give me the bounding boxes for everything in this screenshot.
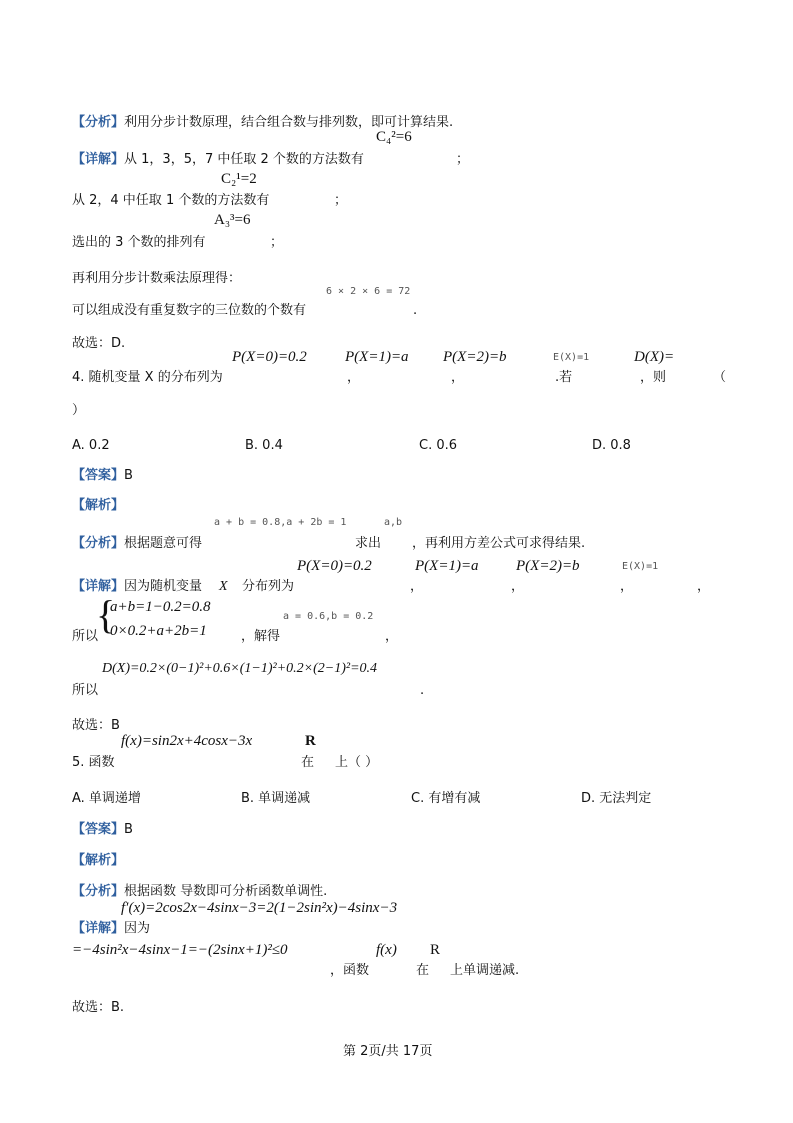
text: 故选：B.	[72, 1000, 125, 1015]
analysis-tag: 【分析】	[72, 115, 125, 130]
text: 所以	[72, 629, 99, 644]
semicolon: ；	[334, 193, 348, 208]
math-fx: f(x)	[376, 942, 397, 958]
detail-tag: 【详解】	[72, 152, 125, 167]
text: 故选：B	[72, 718, 120, 733]
text: ，再利用方差公式可求得结果.	[412, 536, 586, 551]
math-px0: P(X=0)=0.2	[232, 349, 307, 365]
text-line: 从 2，4 中任取 1 个数的方法数有	[72, 193, 270, 208]
comma: ，	[620, 579, 634, 594]
comma: ，	[697, 579, 711, 594]
math-product: 6 × 2 × 6 = 72	[326, 286, 411, 297]
ze: ，则	[640, 370, 667, 385]
answer-tag: 【答案】	[72, 468, 125, 483]
math-c21: C₂¹=2	[221, 171, 257, 187]
option-c: C. 有增有减	[411, 791, 481, 806]
comma: ，	[511, 579, 525, 594]
page-footer: 第 2页/共 17页	[343, 1044, 433, 1059]
math-ex: E(X)=1	[553, 352, 590, 363]
text: 上单调递减.	[450, 963, 520, 978]
math-solution: a = 0.6,b = 0.2	[283, 611, 374, 622]
analysis-text: 根据函数 导数即可分析函数单调性.	[124, 884, 328, 899]
text-line: 再利用分步计数乘法原理得：	[72, 271, 242, 286]
math-px2: P(X=2)=b	[516, 558, 580, 574]
math-derivative-2: =−4sin²x−4sinx−1=−(2sinx+1)²≤0	[72, 942, 288, 958]
solution-tag: 【解析】	[72, 498, 125, 513]
system-eq-2: 0×0.2+a+2b=1	[110, 623, 207, 639]
semicolon: ；	[270, 235, 284, 250]
text-line: 可以组成没有重复数字的三位数的个数有	[72, 303, 307, 318]
math-variance: D(X)=0.2×(0−1)²+0.6×(1−1)²+0.2×(2−1)²=0.4	[102, 661, 378, 676]
analysis-text: 利用分步计数原理，结合组合数与排列数，即可计算结果.	[124, 115, 454, 130]
comma: ，	[410, 579, 424, 594]
detail-tag: 【详解】	[72, 921, 125, 936]
option-a: A. 单调递增	[72, 791, 141, 806]
option-b: B. 单调递减	[241, 791, 311, 806]
math-function: f(x)=sin2x+4cosx−3x	[121, 733, 253, 749]
solution-tag: 【解析】	[72, 853, 125, 868]
period: .	[413, 303, 418, 318]
option-c: C. 0.6	[419, 438, 458, 453]
text: 求出	[355, 536, 382, 551]
analysis-tag: 【分析】	[72, 884, 125, 899]
analysis-text: 根据题意可得	[124, 536, 203, 551]
math-ab: a,b	[384, 517, 403, 528]
answer-value: B	[124, 468, 133, 483]
option-b: B. 0.4	[245, 438, 283, 453]
math-c42: C₄²=6	[376, 129, 412, 145]
math-r: R	[305, 733, 316, 749]
paren-open: （	[713, 370, 727, 385]
option-a: A. 0.2	[72, 438, 110, 453]
comma: ，	[385, 629, 399, 644]
math-r: R	[430, 942, 441, 958]
detail-tag: 【详解】	[72, 579, 125, 594]
detail-text: 从 1，3，5，7 中任取 2 个数的方法数有	[124, 152, 364, 167]
math-derivative: f′(x)=2cos2x−4sinx−3=2(1−2sin²x)−4sinx−3	[121, 900, 398, 916]
option-d: D. 无法判定	[581, 791, 652, 806]
math-px0: P(X=0)=0.2	[297, 558, 372, 574]
math-px2: P(X=2)=b	[443, 349, 507, 365]
text-line: 选出的 3 个数的排列有	[72, 235, 206, 250]
answer-value: B	[124, 822, 133, 837]
answer-tag: 【答案】	[72, 822, 125, 837]
brace: {	[96, 592, 116, 637]
math-dx: D(X)=	[634, 349, 675, 365]
question-5-stem: 5. 函数	[72, 755, 115, 770]
text: 上（ ）	[335, 755, 379, 770]
text: ，解得	[241, 629, 281, 644]
math-px1: P(X=1)=a	[415, 558, 479, 574]
ruo: .若	[555, 370, 573, 385]
question-4-stem: 4. 随机变量 X 的分布列为	[72, 370, 223, 385]
text: 所以	[72, 683, 99, 698]
analysis-tag: 【分析】	[72, 536, 125, 551]
math-ex: E(X)=1	[622, 561, 659, 572]
var-x: X	[219, 579, 228, 594]
text: 分布列为	[242, 579, 295, 594]
option-d: D. 0.8	[592, 438, 631, 453]
text: ，函数	[330, 963, 370, 978]
system-eq-1: a+b=1−0.2=0.8	[110, 599, 211, 615]
text-line: 故选：D.	[72, 336, 126, 351]
math-eq: a + b = 0.8,a + 2b = 1	[214, 517, 347, 528]
comma: ，	[451, 370, 465, 385]
period: .	[420, 683, 425, 698]
text: 在	[301, 755, 315, 770]
paren-close: ）	[72, 403, 86, 418]
comma: ，	[347, 370, 361, 385]
math-px1: P(X=1)=a	[345, 349, 409, 365]
detail-text: 因为随机变量	[124, 579, 203, 594]
detail-text: 因为	[124, 921, 151, 936]
math-a33: A₃³=6	[214, 212, 251, 228]
text: 在	[416, 963, 430, 978]
semicolon: ；	[456, 152, 470, 167]
